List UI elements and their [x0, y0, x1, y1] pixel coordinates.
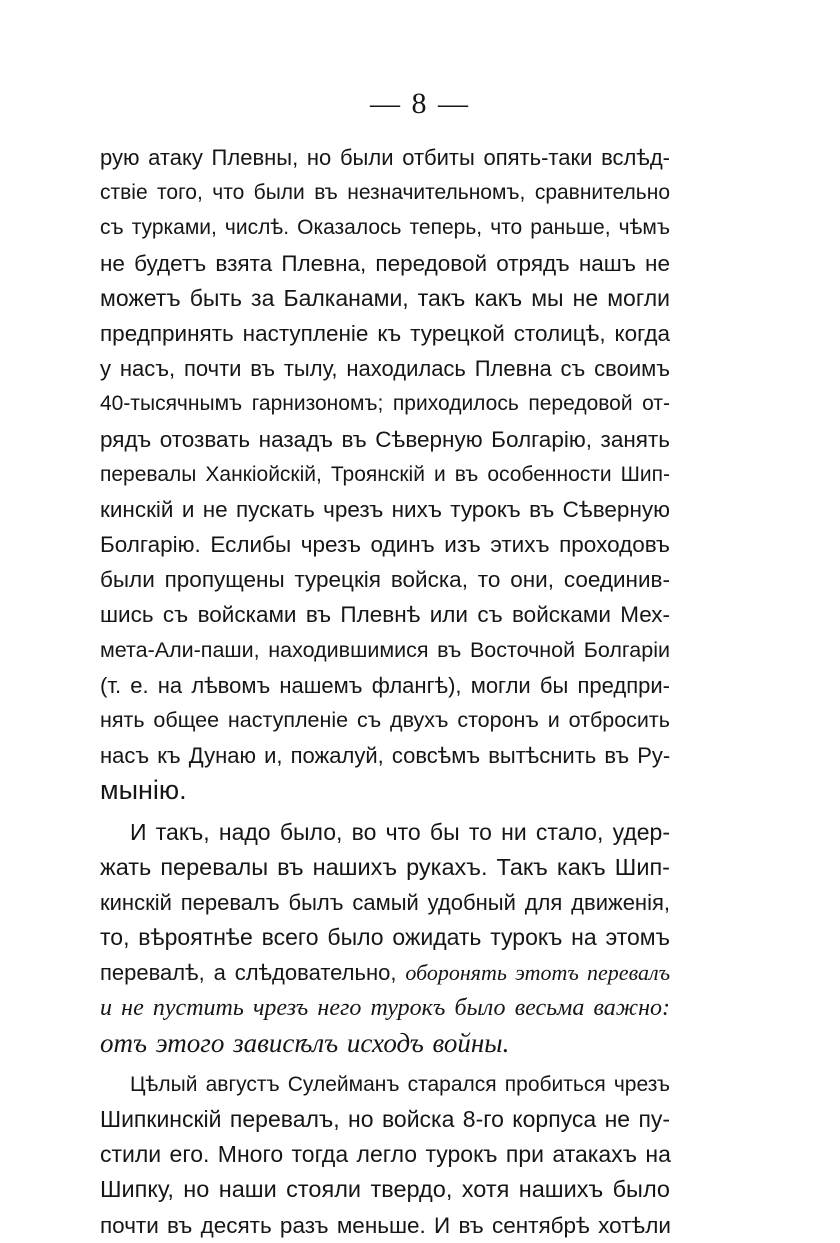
- text-line: перевалы Ханкіойскій, Троянскій и въ особенности Шип-: [100, 462, 670, 486]
- text-line: кинскій перевалъ былъ самый удобный для движенія,: [100, 889, 670, 915]
- text-line-roman-part: перевалѣ, а слѣдовательно,: [100, 960, 397, 986]
- text-line: (т. е. на лѣвомъ нашемъ флангѣ), могли бы предпри-: [100, 672, 670, 698]
- emphasis-text: оборонять этотъ перевалъ: [405, 960, 670, 986]
- paragraph-2: [100, 815, 670, 1061]
- text-line: то, вѣроятнѣе всего было ожидать турокъ на этомъ: [100, 924, 670, 951]
- body-text: [100, 140, 670, 1243]
- emphasis-line: отъ этого зависѣлъ исходъ войны.: [100, 1027, 510, 1058]
- text-line: у насъ, почти въ тылу, находилась Плевна съ своимъ: [100, 356, 670, 382]
- text-line: кинскій и не пускать чрезъ нихъ турокъ въ Сѣверную: [100, 496, 670, 522]
- paragraph-3: [100, 1067, 670, 1243]
- emphasis-line: и не пустить чрезъ него турокъ было весьма важно:: [100, 994, 670, 1021]
- text-line: не будетъ взята Плевна, передовой отрядъ нашъ не: [100, 250, 670, 276]
- text-line: предпринять наступленіе къ турецкой столицѣ, когда: [100, 320, 670, 346]
- text-line-mixed: [100, 955, 670, 990]
- page-number: — 8 —: [370, 87, 470, 120]
- text-line: рую атаку Плевны, но были отбиты опять-таки вслѣд-: [100, 145, 670, 170]
- paragraph-1: [100, 140, 670, 809]
- text-line: 40-тысячнымъ гарнизономъ; приходилось передовой от-: [100, 392, 670, 416]
- text-line: мынію.: [100, 775, 187, 806]
- text-line: Болгарію. Еслибы чрезъ одинъ изъ этихъ проходовъ: [100, 532, 670, 558]
- text-line: жать перевалы въ нашихъ рукахъ. Такъ какъ Шип-: [100, 853, 670, 880]
- text-line: рядъ отозвать назадъ въ Сѣверную Болгарію, занять: [100, 426, 670, 452]
- text-line: Цѣлый августъ Сулейманъ старался пробиться чрезъ: [130, 1072, 670, 1096]
- text-line: нять общее наступленіе съ двухъ сторонъ и отбросить: [100, 708, 670, 732]
- text-line: почти въ десять разъ меньше. И въ сентябрѣ хотѣли: [100, 1212, 671, 1238]
- text-line: насъ къ Дунаю и, пожалуй, совсѣмъ вытѣснить въ Ру-: [100, 743, 671, 769]
- text-line: были пропущены турецкія войска, то они, соединив-: [100, 567, 670, 593]
- text-line: ствіе того, что были въ незначительномъ, сравнительно: [100, 181, 670, 205]
- text-line: шись съ войсками въ Плевнѣ или съ войсками Мех-: [100, 602, 670, 628]
- text-line: съ турками, числѣ. Оказалось теперь, что раньше, чѣмъ: [100, 216, 670, 240]
- text-line: Шипкинскій перевалъ, но войска 8-го корпуса не пу-: [100, 1106, 671, 1133]
- text-line: стили его. Много тогда легло турокъ при атакахъ на: [100, 1141, 671, 1168]
- text-line: мета-Али-паши, находившимися въ Восточной Болгаріи: [100, 637, 670, 662]
- text-line: И такъ, надо было, во что бы то ни стало, удер-: [130, 818, 670, 845]
- text-line: Шипку, но наши стояли твердо, хотя нашихъ было: [100, 1176, 670, 1203]
- text-line: можетъ быть за Балканами, такъ какъ мы не могли: [100, 284, 670, 311]
